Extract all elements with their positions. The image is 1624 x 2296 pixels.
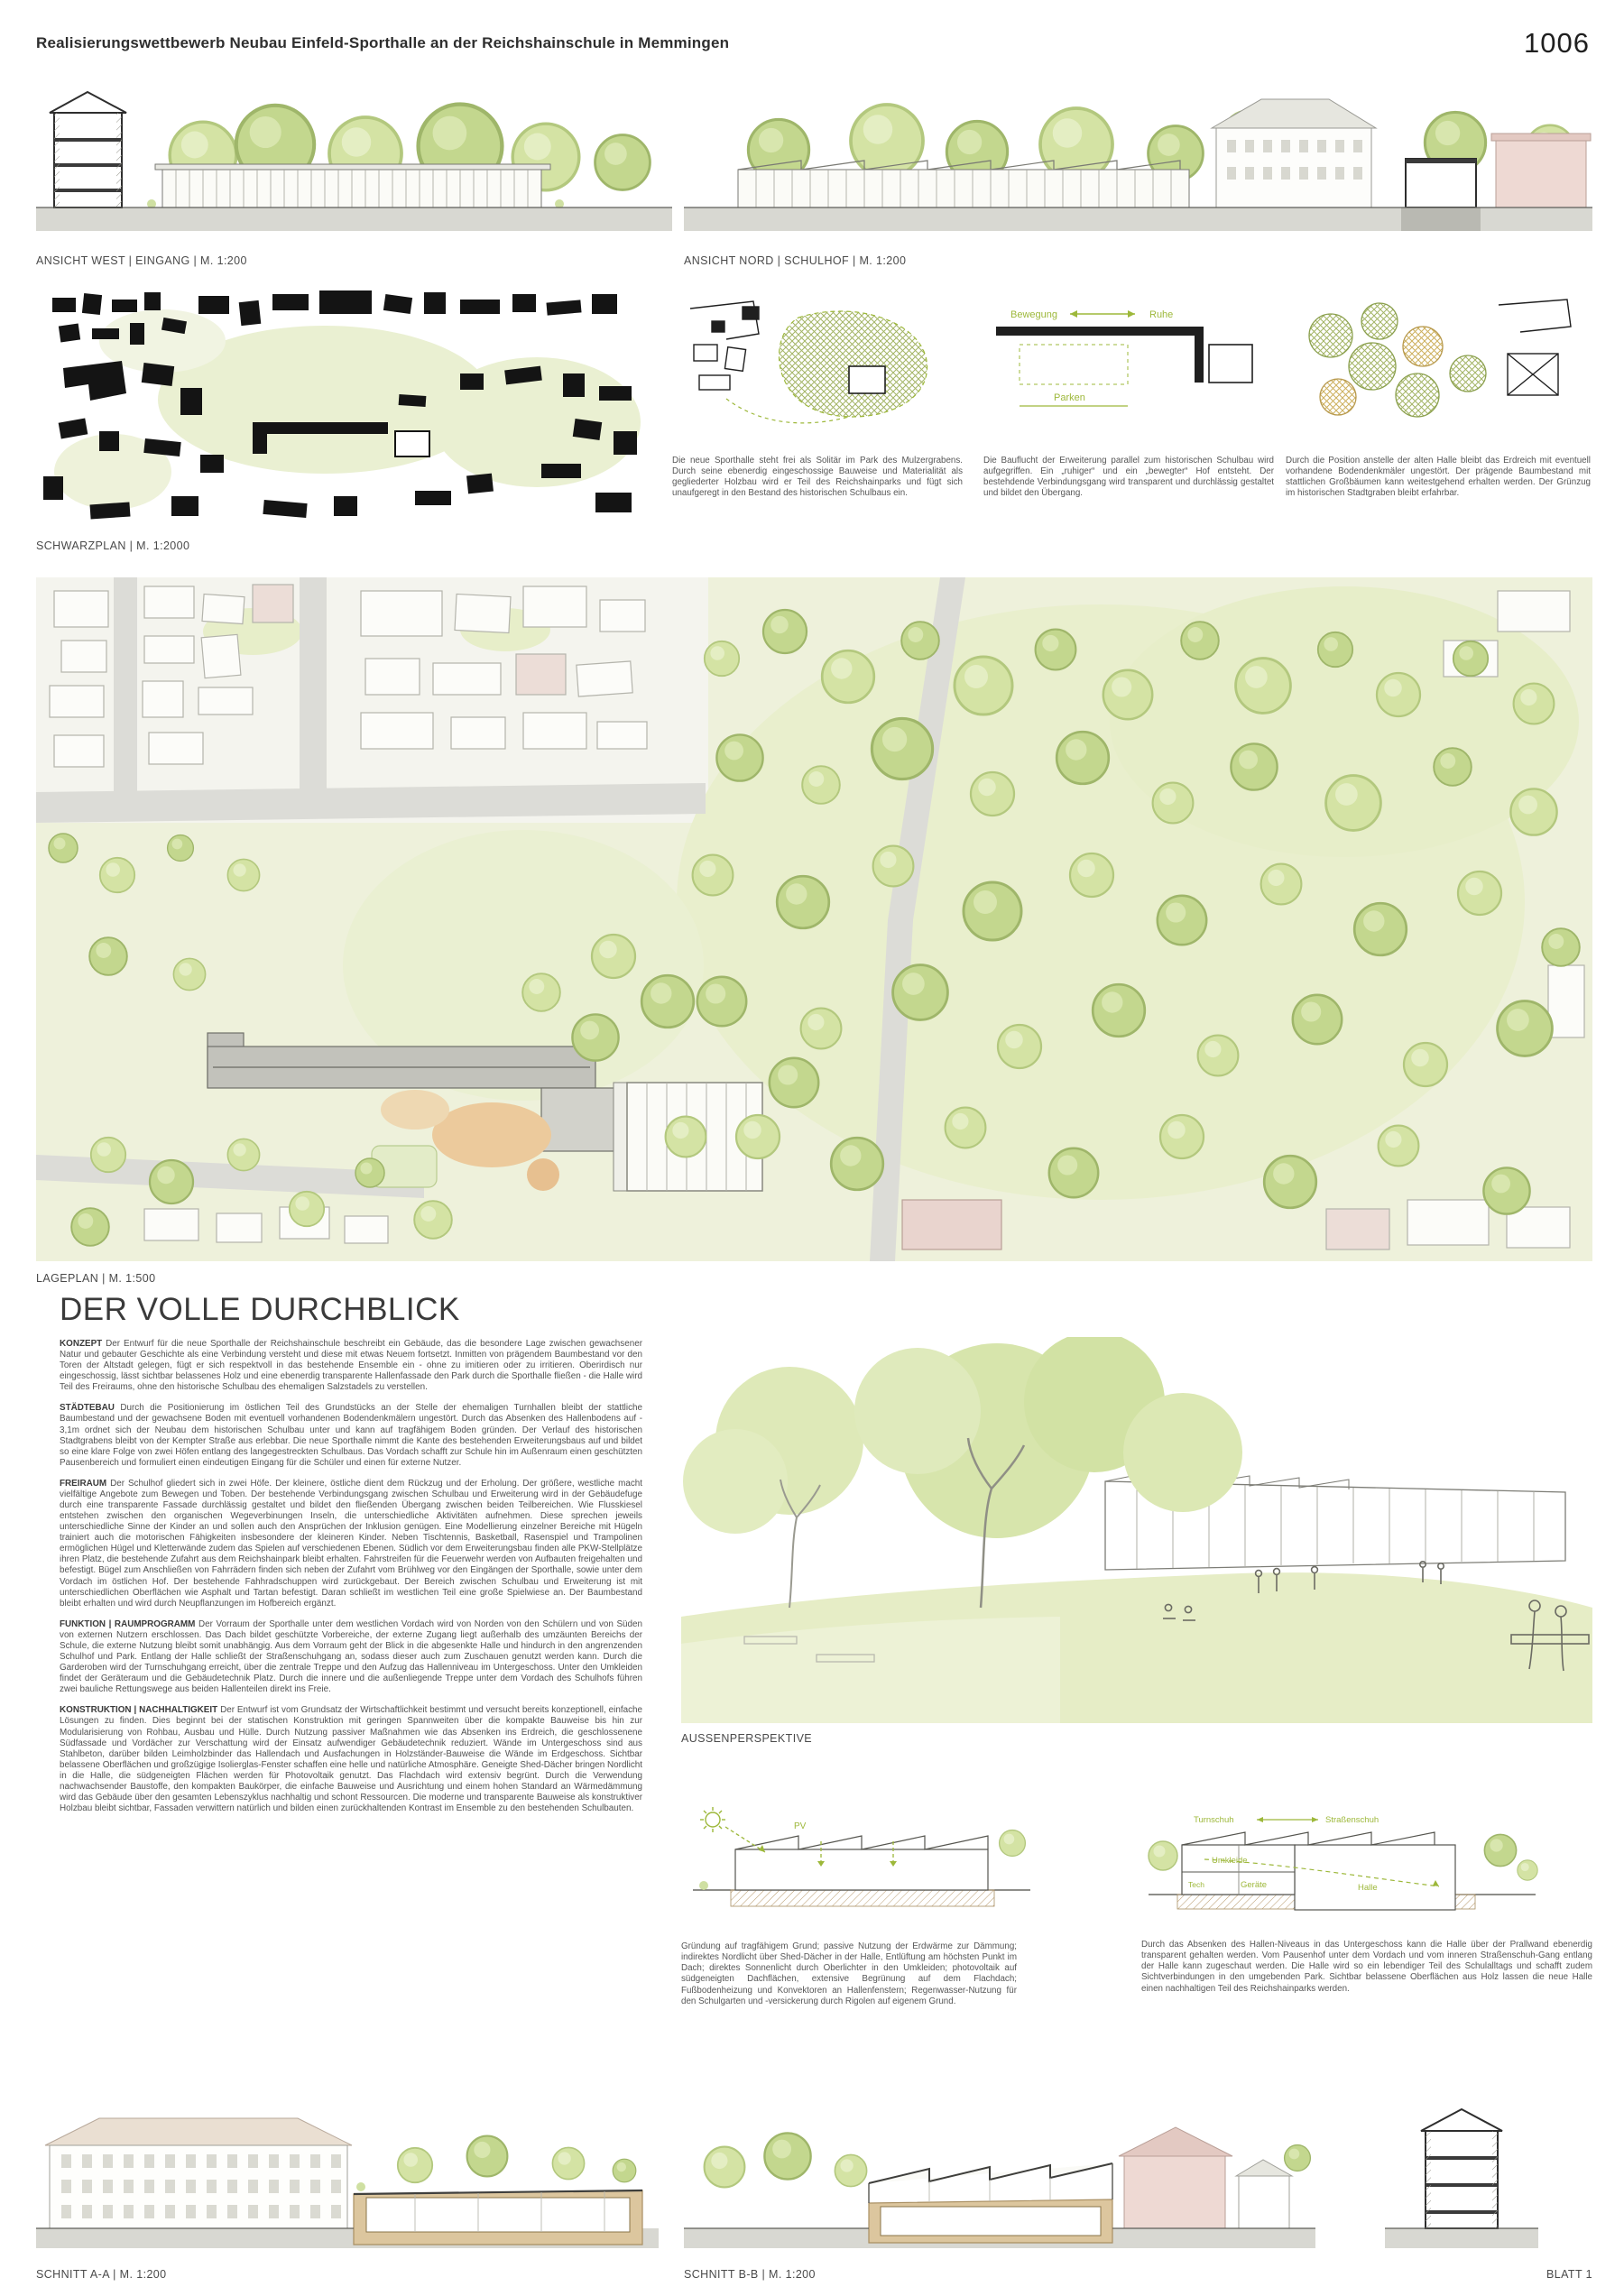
entry-number: 1006: [1524, 27, 1590, 59]
paragraph-text: Der Schulhof gliedert sich in zwei Höfe. Der kleinere, östliche dient dem Rückzug und der Erholung. Der größere, westliche macht vielfältige Angebote zum Bewegen und Toben. Der bestehende Verbindungsgang zwischen Schulbau und Erweiterung wird in der Gebäudefuge durch eine transparente Fassade durchlässig gestaltet und bildet den fließenden Übergang zwischen beiden Teilbereichen. Wie Flusskiesel entstehen zwischen den organischen Wegeverbinungen Inseln, die unterschiedliche Aktivitäten aufnehmen. Diese sprechen jeweils unterschiedliche Sinne der Kinder an und sollen auch den Ansprüchen der Inklusion genügen. Eine Modellierung einzelner Bereiche mit Hügeln trainiert auch die motorischen Fähigkeiten insbesondere der kleineren Kinder. Neben Tischtennis, Basketball, Rasenspiel und Trampolinen ermöglichen Hügel und Kletterwände zudem das Spielen auf verschiedenen Ebenen. Südlich vor dem Erweiterungsbau finden alle PKW-Stellplätze ihren Platz, die bestehende Zufahrt aus dem Reichshainpark bleibt erhalten. Fahrstreifen für die Feuerwehr werden von Aufbauten freigehalten und befestigt. Bügel zum Anschließen von Fahrrädern finden sich neben der Zufahrt vom Brühlweg vor den Eingängen der Sporthalle, sowie unter dem Vordach im östlichen Hof. Der bestehende Fahhradschuppen wird zurückgebaut. Der Bereich zwischen Schulbau und Erweiterung ist mit unterschiedlichen Oberflächen wie Asphalt und Tartan befestigt. Daran schließt im westlichen Teil eine große Spielwiese an. Der Baumbestand bleibt erhalten und wird durch Neupflanzungen im Hofbereich ergänzt.: [60, 1478, 642, 1609]
paragraph-konzept: [60, 1339, 642, 1393]
paragraph-text: Der Entwurf ist vom Grundsatz der Wirtschaftlichkeit bestimmt und versucht bereits konzeptionell, einfache Lösungen zu finden. Dies beginnt bei der statischen Konstruktion mit geringen Spannweiten über die kompakte Bauweise bis hin zur Modularisierung von Rohbau, Ausbau und Hülle. Durch Nutzung passiver Maßnahmen wie das Absenken ins Erdreich, die geschlossenene Südfassade und Vordächer zur Verschattung wird der Einsatz aufwendiger Gebäudetechnik reduziert. Wände im Untergeschoss sind aus Stahlbeton, darüber bilden Leimholzbinder das Hallendach und Ausfachungen in Holzständer-Bauweise die Wände im Erdgeschoss. Sichtbar belassene Oberflächen und großzügige Isolierglas-Fenster schaffen eine helle und natürliche Atmosphäre. Geneigte Shed-Dächer bringen Nordlicht in die Halle, die südgeneigten Flächen werden für Photovoltaik genutzt. Das Flachdach wird extensiv begrünt. Durch die Verwendung nachwachsender Baustoffe, den kompakten Baukörper, die einfache Bauweise und Ausrichtung und einem hohen Standard an Wärmedämmung wird das Gebäude über den gesamten Lebenszyklus nachhaltig und schont Ressourcen. Die moderne und transparente Bauweise als konstruktiver Holzbau bleibt sichtbar, Fassaden verwittern natürlich und bilden einen zurückhaltenden Kontrast im Ensemble zu den bestehenden Schulbauten.: [60, 1705, 642, 1814]
strassenschuh-label: Straßenschuh: [1325, 1815, 1379, 1825]
schnitt-bb-drawing: [684, 2093, 1315, 2257]
hall-section-cut: [354, 2136, 642, 2245]
paragraph-funktion: [60, 1619, 642, 1696]
diagram-label-bewegung: Bewegung: [1010, 309, 1057, 320]
schnitt-aa-drawing: [36, 2093, 659, 2257]
paragraph-text: Durch die Positionierung im östlichen Teil des Grundstücks an der Stelle der ehemaligen Turnhallen bleibt der stattliche Baumbestand und der gewachsene Boden mit eventuell vorhandenen Bodendenkmälern ungestört. Durch das Absenken des Hallenbodens auf - 3,1m ordnet sich der Neubau dem historischen Schulbau unter und kann auf tragfähigem Boden gründen. Der Verlauf des historischen Stadtgrabens bleibt von der Kempter Straße aus erlebbar. Die neue Sporthalle nimmt die Kante des bestehenden Erweiterungsbaus auf und bildet so eine klare Folge von zwei Höfen entlang des langegestreckten Schulbaus. Das Vordach schafft zur Schule hin im Außenraum einen geschützten Pausenbereich und formuliert einen eindeutigen Eingang für die Schüler und einen für externe Nutzer.: [60, 1403, 642, 1468]
hall-section-text: Durch das Absenken des Hallen-Niveaus in das Untergeschoss kann die Halle über der Prallwand ebenerdig transparent gehalten werden. Vom Pausenhof unter dem Vordach und vom inneren Straßenschuh-Gang entlang der Halle kann zugeschaut werden. Die Halle wird so ein lebendiger Teil des Schulalltags und schafft zudem Sichtverbindungen in den umgebenden Park. Sichtbar belassene Oberflächen aus Holz lassen die neue Halle einen nachhaltigen Teil des Reichshainparks werden.: [1141, 1940, 1592, 1994]
schwarzplan-drawing: [36, 287, 650, 529]
paragraph-text: Der Entwurf für die neue Sporthalle der Reichshainschule beschreibt ein Gebäude, das die besondere Lage zwischen gewachsener Natur und gebauter Geschichte als eine Verbindung versteht und diese mit etwas Neuem fortsetzt. Inmitten von prägendem Baumbestand vor den Toren der Altstadt gelegen, fügt er sich respektvoll in das bestehende Ensemble ein - ohne zu imitieren oder zu irritieren. Oberirdisch nur eingeschossig, lässt sichtbar belassenes Holz und eine ebenerdig transparente Hallenfassade den Park durch die Sporthalle fließen - die Halle wird Teil des Freiraums, ohne den historische Schulbau des ehemaligen Salzstadels zu verstellen.: [60, 1339, 642, 1393]
perspective-drawing: [681, 1337, 1592, 1723]
elevation-west-drawing: [36, 72, 672, 245]
play-area: [432, 1102, 551, 1167]
hall-section-sketch: [1141, 1800, 1543, 1935]
diagram-hoefe: [983, 290, 1272, 439]
sun-icon: [700, 1807, 725, 1832]
historic-school-facade: [1212, 99, 1376, 207]
elevation-west-caption: ANSICHT WEST | EINGANG | M. 1:200: [36, 254, 247, 267]
white-gable-building: [1236, 2160, 1292, 2228]
energy-section-text: Gründung auf tragfähigem Grund; passive Nutzung der Erdwärme zur Dämmung; indirektes Nordlicht über Shed-Dächer in der Halle, Entlüftung am höchsten Punkt im Dach; direktes Sonnenlicht durch Oberlichter in den Umkleiden; photovoltaik auf südgeneigten Dachflächen, extensive Begrünung auf dem Flachdach; Fußbodenheizung und Konvektoren an Hallenfenstern; Regenwasser-Nutzung für den Schulgarten und -versickerung durch Rigolen auf eigenem Grund.: [681, 1941, 1017, 2006]
paragraph-lead: KONSTRUKTION | NACHHALTIGKEIT: [60, 1705, 218, 1716]
paragraph-lead: KONZEPT: [60, 1339, 103, 1349]
pink-building: [1491, 134, 1591, 207]
paragraph-lead: STÄDTEBAU: [60, 1403, 115, 1414]
board-title: Realisierungswettbewerb Neubau Einfeld-Sporthalle an der Reichshainschule in Memmingen: [36, 34, 730, 51]
schwarzplan-caption: SCHWARZPLAN | M. 1:2000: [36, 539, 190, 552]
halle-label: Halle: [1358, 1883, 1378, 1893]
diagram-hoefe-text: Die Bauflucht der Erweiterung parallel zum historischen Schulbau wird aufgegriffen. Ein „ruhiger“ und ein „bewegter“ Hof entsteht. Der bestehdende Verbindungsgang wird transparent und durchlässig gestaltet und bildet den Übergang.: [983, 456, 1274, 499]
diagram-baumbestand-text: Durch die Position anstelle der alten Halle bleibt das Erdreich mit eventuell vorhandene Bodendenkmäler ungestört. Der prägende Baumbestand mit stattlichen Großbäumen kann weitestgehend erhalten werden. Der Grünzug im historischen Stadtgraben bleibt erfahrbar.: [1286, 456, 1591, 499]
geraete-label: Geräte: [1241, 1880, 1268, 1890]
article-body: [60, 1339, 642, 1824]
school-cross-section-drawing: [1385, 2093, 1538, 2257]
paragraph-konstruktion: [60, 1705, 642, 1814]
sectioned-connector: [1406, 159, 1476, 207]
school-facade: [45, 2118, 352, 2228]
elevation-nord-drawing: [684, 72, 1592, 245]
umkleide-label: Umkleide: [1212, 1856, 1248, 1866]
lageplan-caption: LAGEPLAN | M. 1:500: [36, 1272, 156, 1285]
paragraph-lead: FREIRAUM: [60, 1478, 107, 1489]
perspective-caption: AUSSENPERSPEKTIVE: [681, 1732, 813, 1745]
new-hall-footprint: [395, 431, 429, 456]
hall-section: [869, 2163, 1112, 2243]
energy-section-sketch: [686, 1800, 1038, 1935]
diagram-label-parken: Parken: [1054, 392, 1085, 403]
schnitt-bb-caption: SCHNITT B-B | M. 1:200: [684, 2268, 816, 2281]
schnitt-aa-caption: SCHNITT A-A | M. 1:200: [36, 2268, 167, 2281]
turnschuh-label: Turnschuh: [1194, 1815, 1234, 1825]
diagram-label-ruhe: Ruhe: [1149, 309, 1174, 320]
lageplan-drawing: [36, 577, 1592, 1261]
paragraph-text: Der Vorraum der Sporthalle unter dem westlichen Vordach wird von Norden von den Schülern und von Süden von externen Nutzern erschlossen. Das Dach bildet geschützte Vorbereiche, der externe Zugang liegt außerhalb des umzäunten Bereichs der Schule, die externe Nutzung bleibt somit unabhängig. Aus dem Vorraum geht der Blick in die abgesenkte Halle und hindurch in den angrenzenden Schulhof und Park. Entlang der Halle schließt der Straßenschuhgang an, sodass dieser auch zum Zuschauen genutzt werden kann. Durch die Garderoben wird der Turnschuhgang erreicht, über die zentrale Treppe und den Aufzug das Hallenniveau im Untergeschoss. Unter den Umkleiden findet der Geräteraum und die Gebäudetechnik Platz. Durch die innere und die außenliegende Treppe unter dem Vordach des Schulhofs führen zwei bauliche Rettungswege aus beiden Hallenteilen direkt ins Freie.: [60, 1618, 643, 1695]
tech-label: Tech: [1188, 1880, 1204, 1889]
paragraph-freiraum: [60, 1479, 642, 1609]
elevation-nord-caption: ANSICHT NORD | SCHULHOF | M. 1:200: [684, 254, 907, 267]
paragraph-lead: FUNKTION | RAUMPROGRAMM: [60, 1618, 196, 1629]
paragraph-staedtebau: [60, 1403, 642, 1468]
article-title: DER VOLLE DURCHBLICK: [60, 1292, 460, 1327]
sheet-label: BLATT 1: [1546, 2268, 1592, 2281]
diagram-solitaer: [672, 290, 961, 439]
diagram-baumbestand: [1286, 290, 1588, 439]
pink-gable-building: [1119, 2127, 1232, 2228]
pv-label: PV: [794, 1821, 807, 1831]
diagram-solitaer-text: Die neue Sporthalle steht frei als Solitär im Park des Mulzergrabens. Durch seine ebenerdig eingeschossige Bauweise und Materialität als gegliederter Holzbau wird er Teil des Reichshainparks und fügt sich unaufgeregt in den Bestand des historischen Schulbaus ein.: [672, 456, 963, 499]
